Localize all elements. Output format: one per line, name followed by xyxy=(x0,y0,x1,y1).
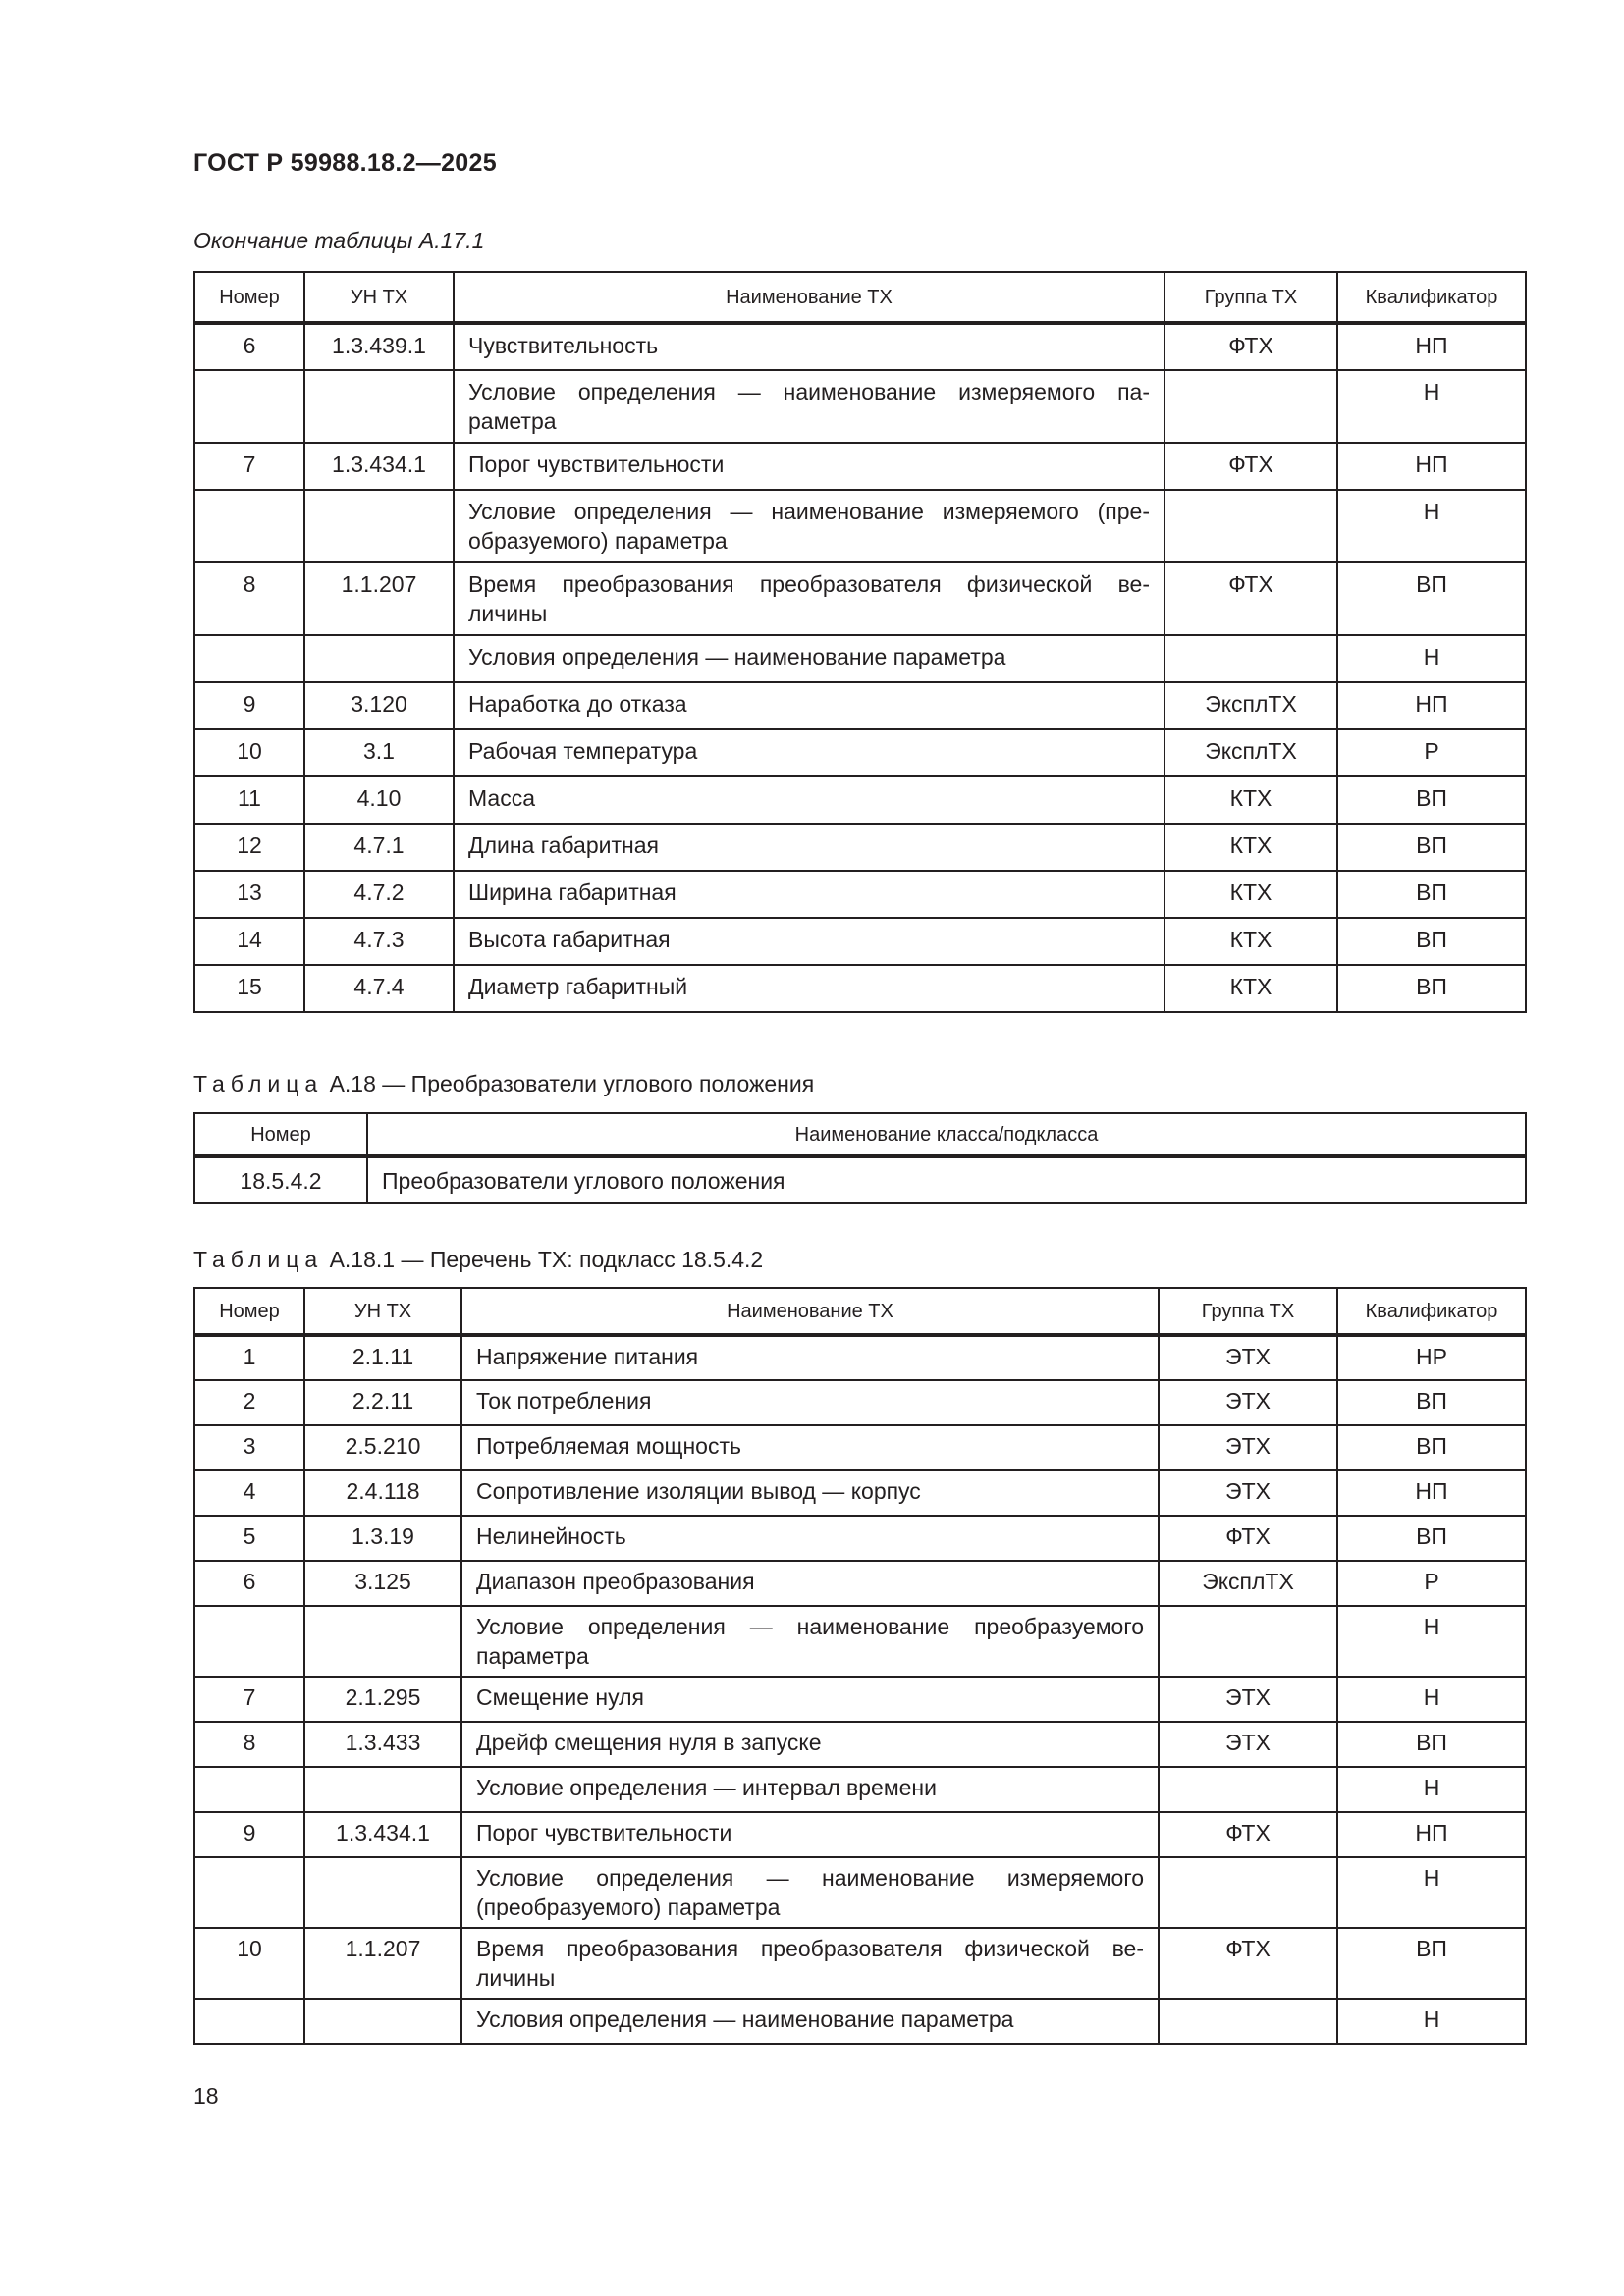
cell-number: 6 xyxy=(194,323,304,370)
cell-code: 1.3.434.1 xyxy=(304,443,454,490)
cell-number: 9 xyxy=(194,682,304,729)
table-row xyxy=(194,1928,1526,1999)
table-row xyxy=(194,1812,1526,1857)
col-header-number: Номер xyxy=(194,272,304,323)
cell-qualifier: ВП xyxy=(1337,1516,1526,1561)
cell-name: Время преобразования преобразователя физической ве-личины xyxy=(454,562,1164,635)
table2-caption-prefix: Таблица xyxy=(193,1071,324,1096)
cell-number xyxy=(194,490,304,562)
table2-caption xyxy=(193,1071,814,1097)
cell-code: 1.1.207 xyxy=(304,562,454,635)
cell-qualifier: Н xyxy=(1337,1999,1526,2044)
cell-code: 4.7.1 xyxy=(304,824,454,871)
cell-code: 1.3.19 xyxy=(304,1516,461,1561)
col-header-qualifier: Квалификатор xyxy=(1337,1288,1526,1335)
cell-qualifier: Н xyxy=(1337,1857,1526,1928)
table-row xyxy=(194,1425,1526,1470)
cell-code: 2.4.118 xyxy=(304,1470,461,1516)
cell-qualifier: ВП xyxy=(1337,965,1526,1012)
col-header-group: Группа ТХ xyxy=(1164,272,1337,323)
cell-group xyxy=(1164,490,1337,562)
cell-group xyxy=(1164,635,1337,682)
cell-qualifier: ВП xyxy=(1337,562,1526,635)
cell-number xyxy=(194,1857,304,1928)
table-row xyxy=(194,1722,1526,1767)
col-header-class-name: Наименование класса/подкласса xyxy=(367,1113,1526,1156)
cell-group xyxy=(1159,1606,1337,1677)
cell-code: 2.5.210 xyxy=(304,1425,461,1470)
cell-name: Напряжение питания xyxy=(461,1335,1159,1380)
col-header-name: Наименование ТХ xyxy=(454,272,1164,323)
cell-qualifier: Р xyxy=(1337,1561,1526,1606)
cell-name: Длина габаритная xyxy=(454,824,1164,871)
cell-group: ЭксплТХ xyxy=(1164,682,1337,729)
cell-number xyxy=(194,370,304,443)
cell-qualifier: ВП xyxy=(1337,776,1526,824)
cell-qualifier: НП xyxy=(1337,1812,1526,1857)
cell-number: 9 xyxy=(194,1812,304,1857)
cell-qualifier: НР xyxy=(1337,1335,1526,1380)
cell-name: Диаметр габаритный xyxy=(454,965,1164,1012)
table1-caption: Окончание таблицы А.17.1 xyxy=(193,228,485,253)
cell-code xyxy=(304,1857,461,1928)
table-a18 xyxy=(193,1112,1527,1204)
cell-class-name: Преобразователи углового положения xyxy=(367,1156,1526,1203)
cell-group: ЭксплТХ xyxy=(1159,1561,1337,1606)
cell-number: 14 xyxy=(194,918,304,965)
cell-group: ФТХ xyxy=(1159,1516,1337,1561)
cell-name: Ширина габаритная xyxy=(454,871,1164,918)
cell-group: КТХ xyxy=(1164,871,1337,918)
cell-group: КТХ xyxy=(1164,776,1337,824)
cell-code: 2.1.11 xyxy=(304,1335,461,1380)
cell-group: ЭТХ xyxy=(1159,1470,1337,1516)
cell-name: Условие определения — интервал времени xyxy=(461,1767,1159,1812)
col-header-number: Номер xyxy=(194,1113,367,1156)
table-row xyxy=(194,1561,1526,1606)
cell-qualifier: НП xyxy=(1337,682,1526,729)
cell-name: Рабочая температура xyxy=(454,729,1164,776)
table-row xyxy=(194,1380,1526,1425)
cell-number: 4 xyxy=(194,1470,304,1516)
table-row xyxy=(194,729,1526,776)
cell-code xyxy=(304,370,454,443)
cell-code: 1.1.207 xyxy=(304,1928,461,1999)
cell-group: ФТХ xyxy=(1164,443,1337,490)
cell-group: КТХ xyxy=(1164,824,1337,871)
cell-group xyxy=(1159,1999,1337,2044)
table3-caption-text: А.18.1 — Перечень ТХ: подкласс 18.5.4.2 xyxy=(329,1247,764,1272)
table-row xyxy=(194,1516,1526,1561)
cell-code: 4.7.4 xyxy=(304,965,454,1012)
cell-name: Смещение нуля xyxy=(461,1677,1159,1722)
cell-group: ФТХ xyxy=(1164,562,1337,635)
table-row-condition xyxy=(194,635,1526,682)
cell-group: ФТХ xyxy=(1159,1812,1337,1857)
table-row xyxy=(194,1677,1526,1722)
cell-code: 3.125 xyxy=(304,1561,461,1606)
cell-group xyxy=(1164,370,1337,443)
cell-code: 3.1 xyxy=(304,729,454,776)
cell-code xyxy=(304,1999,461,2044)
table-row xyxy=(194,965,1526,1012)
table-row-condition xyxy=(194,370,1526,443)
table3-caption-prefix: Таблица xyxy=(193,1247,324,1272)
cell-name: Порог чувствительности xyxy=(454,443,1164,490)
cell-number: 5 xyxy=(194,1516,304,1561)
col-header-qualifier: Квалификатор xyxy=(1337,272,1526,323)
cell-name: Условия определения — наименование параметра xyxy=(454,635,1164,682)
cell-name: Условия определения — наименование параметра xyxy=(461,1999,1159,2044)
table-row xyxy=(194,682,1526,729)
cell-code: 4.10 xyxy=(304,776,454,824)
col-header-name: Наименование ТХ xyxy=(461,1288,1159,1335)
cell-qualifier: Р xyxy=(1337,729,1526,776)
cell-name: Условие определения — наименование преобразуемого параметра xyxy=(461,1606,1159,1677)
cell-number: 2 xyxy=(194,1380,304,1425)
cell-qualifier: ВП xyxy=(1337,1722,1526,1767)
cell-group xyxy=(1159,1857,1337,1928)
table-a17-1 xyxy=(193,271,1527,1013)
cell-number: 6 xyxy=(194,1561,304,1606)
cell-number: 10 xyxy=(194,729,304,776)
table-row xyxy=(194,562,1526,635)
cell-number xyxy=(194,1999,304,2044)
cell-qualifier: ВП xyxy=(1337,1380,1526,1425)
table-row-condition xyxy=(194,490,1526,562)
cell-code xyxy=(304,1606,461,1677)
cell-group: ЭксплТХ xyxy=(1164,729,1337,776)
col-header-number: Номер xyxy=(194,1288,304,1335)
cell-group: КТХ xyxy=(1164,918,1337,965)
cell-qualifier: Н xyxy=(1337,1767,1526,1812)
cell-qualifier: НП xyxy=(1337,443,1526,490)
cell-qualifier: Н xyxy=(1337,635,1526,682)
table-row xyxy=(194,443,1526,490)
table-row xyxy=(194,1156,1526,1203)
table-row xyxy=(194,871,1526,918)
cell-name: Масса xyxy=(454,776,1164,824)
table-row-condition xyxy=(194,1767,1526,1812)
cell-code: 1.3.434.1 xyxy=(304,1812,461,1857)
cell-number: 18.5.4.2 xyxy=(194,1156,367,1203)
cell-name: Порог чувствительности xyxy=(461,1812,1159,1857)
cell-code xyxy=(304,635,454,682)
cell-group: ЭТХ xyxy=(1159,1677,1337,1722)
table-row xyxy=(194,918,1526,965)
table-a18-1 xyxy=(193,1287,1527,2045)
table-row xyxy=(194,323,1526,370)
cell-number: 13 xyxy=(194,871,304,918)
cell-qualifier: ВП xyxy=(1337,1928,1526,1999)
table-row xyxy=(194,776,1526,824)
table3-caption xyxy=(193,1247,763,1273)
table-row-condition xyxy=(194,1606,1526,1677)
cell-code: 2.2.11 xyxy=(304,1380,461,1425)
cell-group: ФТХ xyxy=(1164,323,1337,370)
cell-group: ЭТХ xyxy=(1159,1380,1337,1425)
cell-qualifier: Н xyxy=(1337,1606,1526,1677)
cell-group: ЭТХ xyxy=(1159,1335,1337,1380)
cell-group: ЭТХ xyxy=(1159,1722,1337,1767)
cell-group: ФТХ xyxy=(1159,1928,1337,1999)
cell-name: Ток потребления xyxy=(461,1380,1159,1425)
cell-qualifier: Н xyxy=(1337,490,1526,562)
cell-name: Время преобразования преобразователя физической ве-личины xyxy=(461,1928,1159,1999)
cell-number: 7 xyxy=(194,1677,304,1722)
cell-number xyxy=(194,1606,304,1677)
cell-qualifier: Н xyxy=(1337,1677,1526,1722)
cell-name: Условие определения — наименование измеряемого па-раметра xyxy=(454,370,1164,443)
cell-qualifier: ВП xyxy=(1337,1425,1526,1470)
cell-number: 3 xyxy=(194,1425,304,1470)
cell-number xyxy=(194,1767,304,1812)
cell-code xyxy=(304,490,454,562)
cell-qualifier: ВП xyxy=(1337,871,1526,918)
cell-number: 1 xyxy=(194,1335,304,1380)
page-number: 18 xyxy=(193,2083,219,2109)
cell-name: Условие определения — наименование измеряемого (пре-образуемого) параметра xyxy=(454,490,1164,562)
cell-name: Условие определения — наименование измеряемого (преобразуемого) параметра xyxy=(461,1857,1159,1928)
cell-number xyxy=(194,635,304,682)
cell-code: 4.7.2 xyxy=(304,871,454,918)
cell-name: Диапазон преобразования xyxy=(461,1561,1159,1606)
cell-group xyxy=(1159,1767,1337,1812)
cell-name: Наработка до отказа xyxy=(454,682,1164,729)
cell-code: 1.3.433 xyxy=(304,1722,461,1767)
cell-code: 1.3.439.1 xyxy=(304,323,454,370)
cell-number: 8 xyxy=(194,1722,304,1767)
table-row xyxy=(194,1335,1526,1380)
cell-name: Потребляемая мощность xyxy=(461,1425,1159,1470)
cell-qualifier: ВП xyxy=(1337,918,1526,965)
cell-number: 7 xyxy=(194,443,304,490)
cell-qualifier: Н xyxy=(1337,370,1526,443)
table-row xyxy=(194,1470,1526,1516)
cell-name: Чувствительность xyxy=(454,323,1164,370)
cell-qualifier: НП xyxy=(1337,323,1526,370)
cell-name: Нелинейность xyxy=(461,1516,1159,1561)
cell-group: КТХ xyxy=(1164,965,1337,1012)
cell-name: Сопротивление изоляции вывод — корпус xyxy=(461,1470,1159,1516)
cell-number: 10 xyxy=(194,1928,304,1999)
cell-qualifier: НП xyxy=(1337,1470,1526,1516)
cell-code: 3.120 xyxy=(304,682,454,729)
cell-number: 15 xyxy=(194,965,304,1012)
col-header-group: Группа ТХ xyxy=(1159,1288,1337,1335)
document-title: ГОСТ Р 59988.18.2—2025 xyxy=(193,149,497,177)
cell-number: 11 xyxy=(194,776,304,824)
cell-number: 8 xyxy=(194,562,304,635)
table2-caption-text: А.18 — Преобразователи углового положения xyxy=(329,1071,815,1096)
cell-code xyxy=(304,1767,461,1812)
cell-code: 2.1.295 xyxy=(304,1677,461,1722)
table-row xyxy=(194,824,1526,871)
col-header-code: УН ТХ xyxy=(304,1288,461,1335)
table-row-condition xyxy=(194,1857,1526,1928)
cell-number: 12 xyxy=(194,824,304,871)
cell-name: Высота габаритная xyxy=(454,918,1164,965)
cell-group: ЭТХ xyxy=(1159,1425,1337,1470)
col-header-code: УН ТХ xyxy=(304,272,454,323)
cell-name: Дрейф смещения нуля в запуске xyxy=(461,1722,1159,1767)
cell-qualifier: ВП xyxy=(1337,824,1526,871)
cell-code: 4.7.3 xyxy=(304,918,454,965)
table-row-condition xyxy=(194,1999,1526,2044)
